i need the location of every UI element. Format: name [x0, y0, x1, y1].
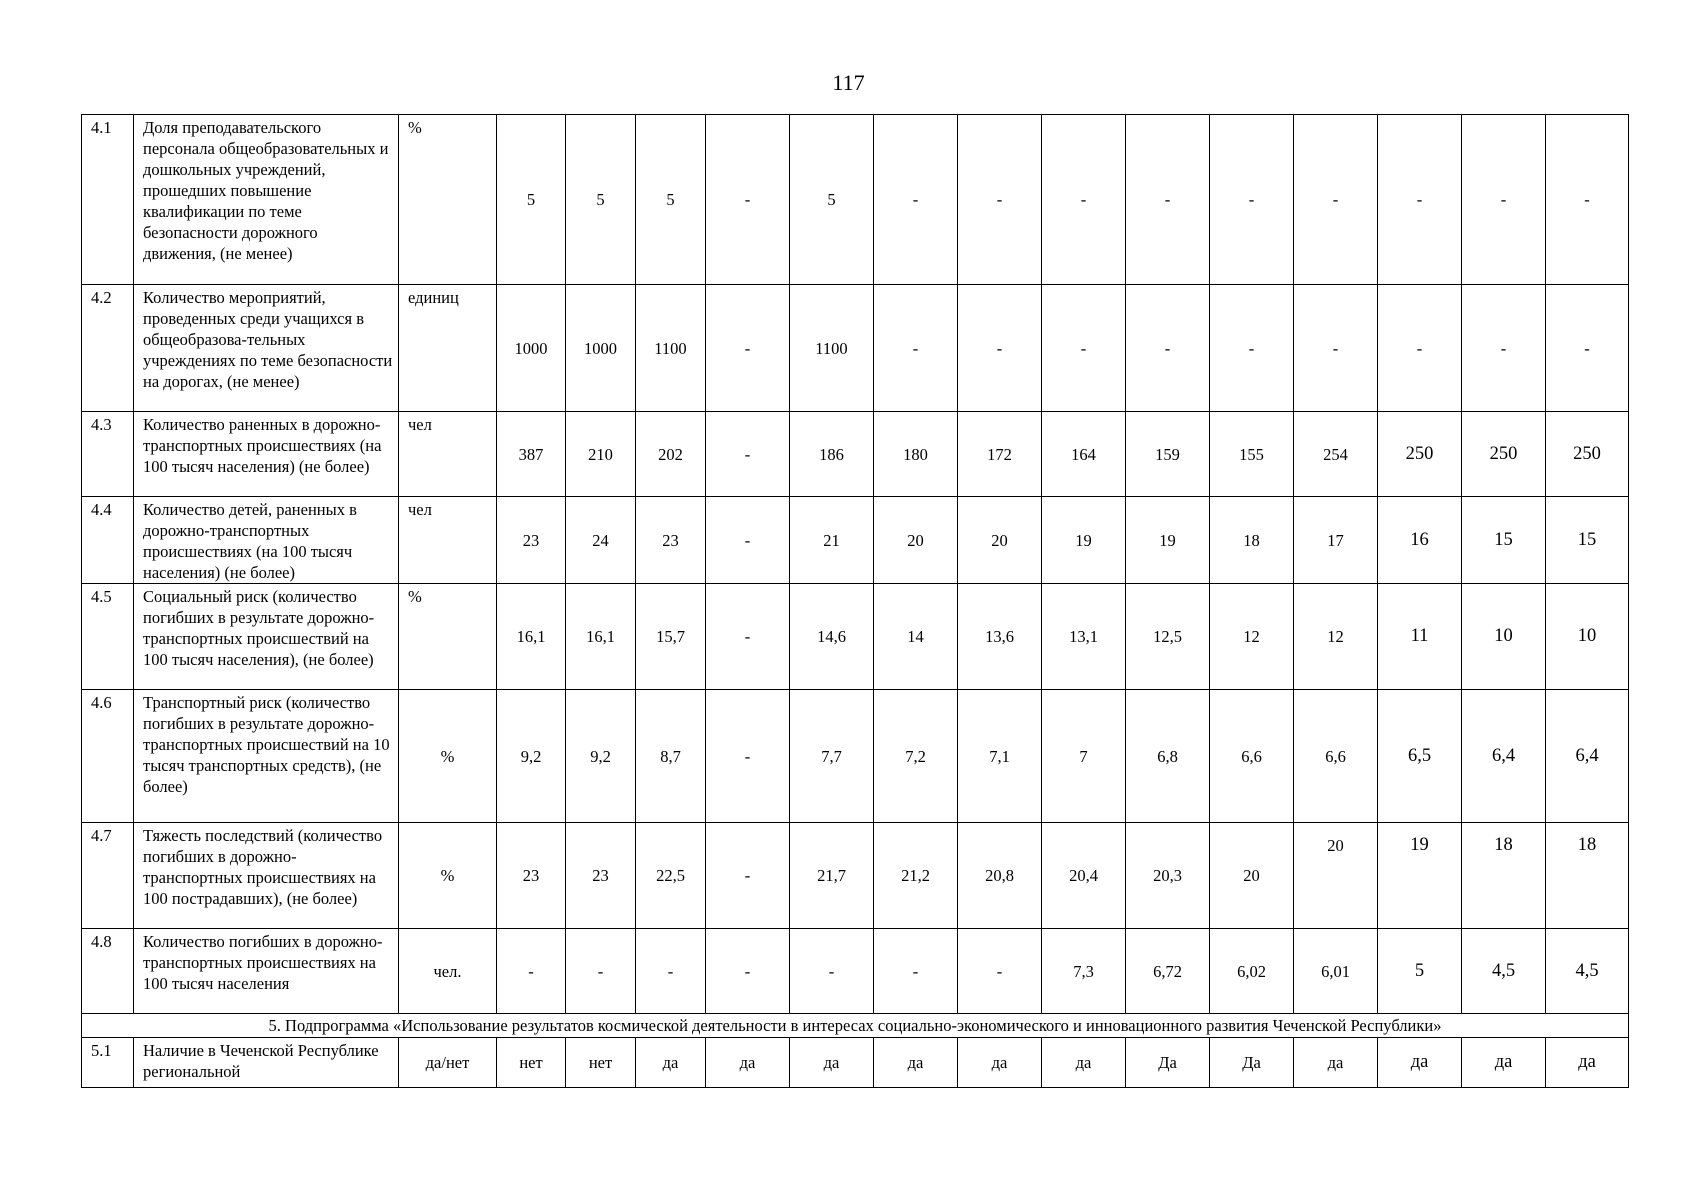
value-cell: 155 [1210, 412, 1294, 497]
unit-cell: единиц [399, 285, 497, 412]
value-cell: Да [1126, 1038, 1210, 1088]
unit-cell: чел [399, 412, 497, 497]
value-cell: 172 [958, 412, 1042, 497]
value-cell: - [706, 929, 790, 1014]
value-cell: - [1462, 115, 1546, 285]
value-cell: 1000 [566, 285, 636, 412]
value-cell: 16,1 [497, 584, 566, 690]
value-cell: нет [497, 1038, 566, 1088]
value-cell: да [636, 1038, 706, 1088]
value-cell: 1100 [636, 285, 706, 412]
value-cell: 20 [1210, 823, 1294, 929]
value-cell: 18 [1462, 823, 1546, 929]
row-number: 4.1 [82, 115, 134, 285]
value-cell: 23 [497, 823, 566, 929]
value-cell: 6,4 [1462, 690, 1546, 823]
value-cell: 6,02 [1210, 929, 1294, 1014]
value-cell: Да [1210, 1038, 1294, 1088]
value-cell: 1000 [497, 285, 566, 412]
unit-cell: % [399, 584, 497, 690]
value-cell: - [1042, 285, 1126, 412]
value-cell: да [790, 1038, 874, 1088]
value-cell: 4,5 [1462, 929, 1546, 1014]
value-cell: 250 [1462, 412, 1546, 497]
value-cell: 17 [1294, 497, 1378, 584]
value-cell: 4,5 [1546, 929, 1629, 1014]
value-cell: 14 [874, 584, 958, 690]
indicator-name: Транспортный риск (количество погибших в результате дорожно-транспортных происшествий на 10 тысяч транспортных средств), (не более) [134, 690, 399, 823]
table-row [82, 115, 1629, 285]
row-number: 4.6 [82, 690, 134, 823]
value-cell: нет [566, 1038, 636, 1088]
value-cell: 10 [1462, 584, 1546, 690]
value-cell: 1100 [790, 285, 874, 412]
value-cell: 21 [790, 497, 874, 584]
value-cell: 9,2 [566, 690, 636, 823]
unit-cell: чел [399, 497, 497, 584]
value-cell: - [636, 929, 706, 1014]
value-cell: 21,7 [790, 823, 874, 929]
unit-cell: да/нет [399, 1038, 497, 1088]
value-cell: - [706, 285, 790, 412]
indicator-name: Социальный риск (количество погибших в результате дорожно-транспортных происшествий на 100 тысяч населения), (не более) [134, 584, 399, 690]
table-row [82, 497, 1629, 584]
value-cell: 250 [1378, 412, 1462, 497]
value-cell: 250 [1546, 412, 1629, 497]
indicator-name: Количество погибших в дорожно-транспортных происшествиях на 100 тысяч населения [134, 929, 399, 1014]
value-cell: 159 [1126, 412, 1210, 497]
indicator-name: Тяжесть последствий (количество погибших в дорожно-транспортных происшествиях на 100 пострадавших), (не более) [134, 823, 399, 929]
value-cell: 15 [1462, 497, 1546, 584]
value-cell: 6,4 [1546, 690, 1629, 823]
value-cell: да [1462, 1038, 1546, 1088]
value-cell: 19 [1042, 497, 1126, 584]
value-cell: 21,2 [874, 823, 958, 929]
value-cell: 18 [1210, 497, 1294, 584]
value-cell: 20 [874, 497, 958, 584]
value-cell: 186 [790, 412, 874, 497]
value-cell: да [874, 1038, 958, 1088]
value-cell: 24 [566, 497, 636, 584]
indicator-name: Наличие в Чеченской Республике региональной [134, 1038, 399, 1088]
indicator-name: Количество раненных в дорожно-транспортных происшествиях (на 100 тысяч населения) (не более) [134, 412, 399, 497]
value-cell: 20,3 [1126, 823, 1210, 929]
value-cell: 12 [1210, 584, 1294, 690]
value-cell: 20,4 [1042, 823, 1126, 929]
value-cell: 5 [497, 115, 566, 285]
value-cell: - [1294, 285, 1378, 412]
value-cell: - [874, 929, 958, 1014]
value-cell: 202 [636, 412, 706, 497]
value-cell: 5 [790, 115, 874, 285]
page-number: 117 [832, 70, 865, 95]
value-cell: 9,2 [497, 690, 566, 823]
unit-cell: чел. [399, 929, 497, 1014]
value-cell: 7,2 [874, 690, 958, 823]
value-cell: - [497, 929, 566, 1014]
value-cell: 19 [1126, 497, 1210, 584]
value-cell: 6,6 [1294, 690, 1378, 823]
row-number: 4.7 [82, 823, 134, 929]
value-cell: - [706, 115, 790, 285]
section-row [82, 1014, 1629, 1038]
value-cell: - [706, 497, 790, 584]
value-cell: 23 [497, 497, 566, 584]
value-cell: да [958, 1038, 1042, 1088]
value-cell: 5 [566, 115, 636, 285]
table-row [82, 584, 1629, 690]
row-number: 4.2 [82, 285, 134, 412]
value-cell: 6,6 [1210, 690, 1294, 823]
value-cell: 20,8 [958, 823, 1042, 929]
value-cell: 180 [874, 412, 958, 497]
value-cell: - [790, 929, 874, 1014]
value-cell: - [1378, 115, 1462, 285]
value-cell: 13,6 [958, 584, 1042, 690]
value-cell: 8,7 [636, 690, 706, 823]
indicator-name: Количество мероприятий, проведенных среди учащихся в общеобразова-тельных учреждениях по теме безопасности на дорогах, (не менее) [134, 285, 399, 412]
value-cell: - [1378, 285, 1462, 412]
row-number: 4.5 [82, 584, 134, 690]
value-cell: 22,5 [636, 823, 706, 929]
row-number: 4.3 [82, 412, 134, 497]
value-cell: 12,5 [1126, 584, 1210, 690]
value-cell: - [958, 115, 1042, 285]
value-cell: - [958, 285, 1042, 412]
value-cell: - [874, 285, 958, 412]
value-cell: 16 [1378, 497, 1462, 584]
value-cell: 10 [1546, 584, 1629, 690]
indicator-name: Доля преподавательского персонала общеобразовательных и дошкольных учреждений, прошедших повышение квалификации по теме безопасности дорожного движения, (не менее) [134, 115, 399, 285]
value-cell: 164 [1042, 412, 1126, 497]
value-cell: - [706, 823, 790, 929]
value-cell: - [1546, 285, 1629, 412]
value-cell: 7,1 [958, 690, 1042, 823]
indicators-table [81, 114, 1629, 1088]
value-cell: 5 [636, 115, 706, 285]
value-cell: 23 [636, 497, 706, 584]
unit-cell: % [399, 115, 497, 285]
value-cell: 5 [1378, 929, 1462, 1014]
value-cell: 254 [1294, 412, 1378, 497]
value-cell: 7,7 [790, 690, 874, 823]
value-cell: 15 [1546, 497, 1629, 584]
table-row [82, 690, 1629, 823]
value-cell: - [1546, 115, 1629, 285]
table-row [82, 1038, 1629, 1088]
value-cell: - [706, 690, 790, 823]
table-row [82, 285, 1629, 412]
table-body [82, 115, 1629, 1088]
row-number: 4.4 [82, 497, 134, 584]
value-cell: - [706, 584, 790, 690]
unit-cell: % [399, 823, 497, 929]
value-cell: 18 [1546, 823, 1629, 929]
value-cell: да [1378, 1038, 1462, 1088]
value-cell: 7 [1042, 690, 1126, 823]
value-cell: - [1042, 115, 1126, 285]
value-cell: 7,3 [1042, 929, 1126, 1014]
value-cell: - [1126, 115, 1210, 285]
value-cell: 23 [566, 823, 636, 929]
table-row [82, 929, 1629, 1014]
indicator-name: Количество детей, раненных в дорожно-транспортных происшествиях (на 100 тысяч населения) (не более) [134, 497, 399, 584]
value-cell: 15,7 [636, 584, 706, 690]
value-cell: 6,01 [1294, 929, 1378, 1014]
value-cell: 6,8 [1126, 690, 1210, 823]
value-cell: - [1126, 285, 1210, 412]
value-cell: - [1210, 285, 1294, 412]
value-cell: 11 [1378, 584, 1462, 690]
value-cell: да [706, 1038, 790, 1088]
value-cell: - [566, 929, 636, 1014]
value-cell: - [706, 412, 790, 497]
value-cell: 14,6 [790, 584, 874, 690]
value-cell: 12 [1294, 584, 1378, 690]
value-cell: да [1042, 1038, 1126, 1088]
value-cell: 210 [566, 412, 636, 497]
value-cell: 13,1 [1042, 584, 1126, 690]
value-cell: 387 [497, 412, 566, 497]
row-number: 5.1 [82, 1038, 134, 1088]
value-cell: да [1546, 1038, 1629, 1088]
value-cell: 20 [958, 497, 1042, 584]
value-cell: 16,1 [566, 584, 636, 690]
value-cell: - [958, 929, 1042, 1014]
value-cell: - [1462, 285, 1546, 412]
table-row [82, 412, 1629, 497]
value-cell: - [874, 115, 958, 285]
unit-cell: % [399, 690, 497, 823]
value-cell: - [1294, 115, 1378, 285]
value-cell: 20 [1294, 823, 1378, 929]
value-cell: да [1294, 1038, 1378, 1088]
value-cell: 6,72 [1126, 929, 1210, 1014]
table-row [82, 823, 1629, 929]
section-title: 5. Подпрограмма «Использование результатов космической деятельности в интересах социально-экономического и инновационного развития Чеченской Республики» [82, 1014, 1629, 1038]
row-number: 4.8 [82, 929, 134, 1014]
value-cell: 6,5 [1378, 690, 1462, 823]
value-cell: - [1210, 115, 1294, 285]
value-cell: 19 [1378, 823, 1462, 929]
